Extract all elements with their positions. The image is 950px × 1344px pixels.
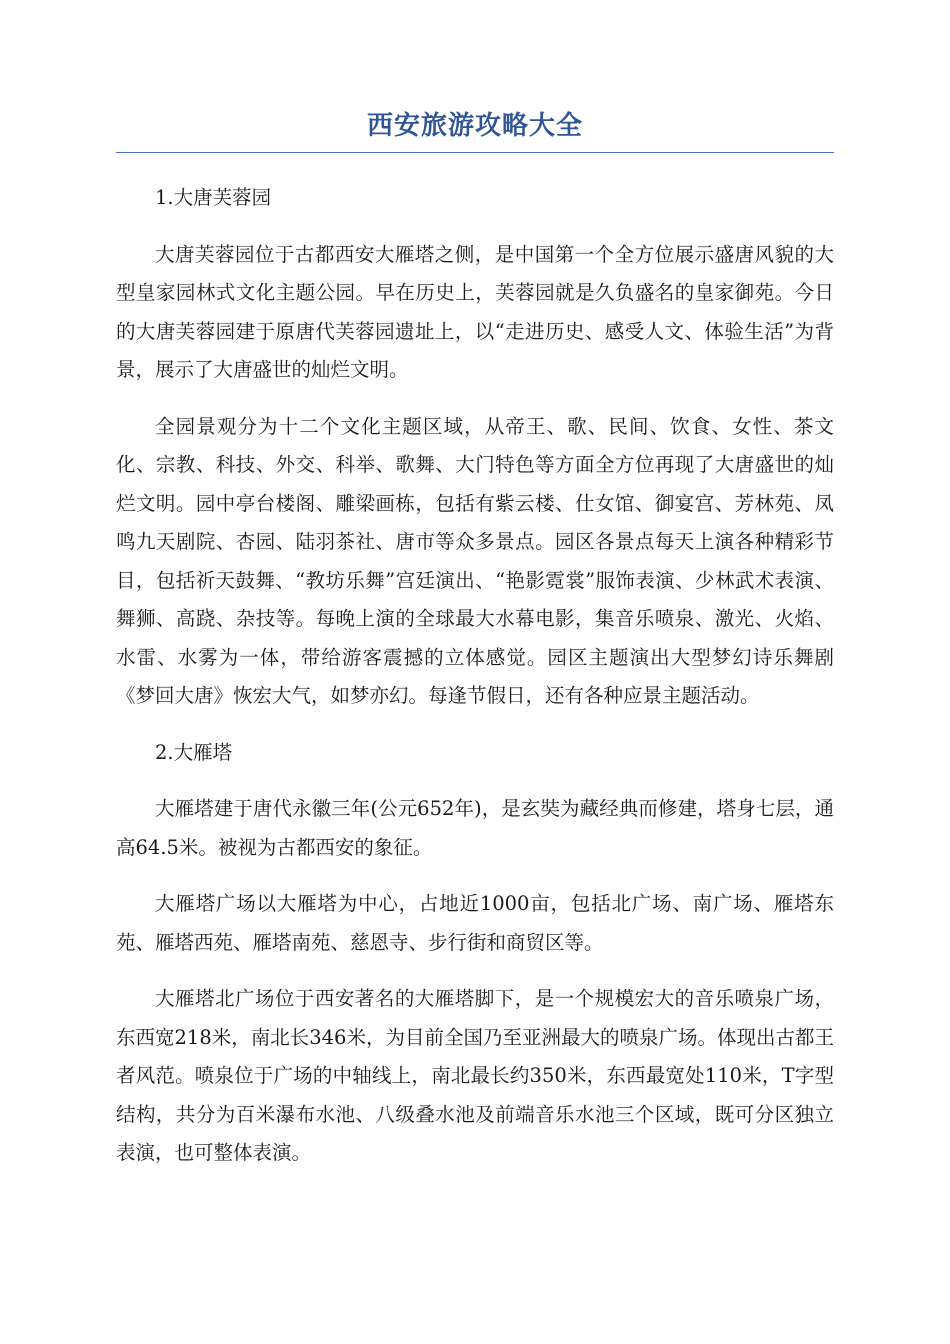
paragraph: 大雁塔北广场位于西安著名的大雁塔脚下，是一个规模宏大的音乐喷泉广场，东西宽218米，南北长346米，为目前全国乃至亚洲最大的喷泉广场。体现出古都王者风范。喷泉位于广场的中轴线上，南北最长约350米，东西最宽处110米，T字型结构，共分为百米瀑布水池、八级叠水池及前端音乐水池三个区域，既可分区独立表演，也可整体表演。 [116, 987, 834, 1164]
title-underline [116, 152, 834, 153]
paragraph: 大雁塔建于唐代永徽三年(公元652年)，是玄奘为藏经典而修建，塔身七层，通高64.5米。被视为古都西安的象征。 [116, 797, 834, 859]
document-page [116, 108, 834, 1191]
section-heading-datang-furong-yuan: 1.大唐芙蓉园 [155, 186, 272, 209]
paragraph: 大唐芙蓉园位于古都西安大雁塔之侧，是中国第一个全方位展示盛唐风貌的大型皇家园林式文化主题公园。早在历史上，芙蓉园就是久负盛名的皇家御苑。今日的大唐芙蓉园建于原唐代芙蓉园遗址上，以“走进历史、感受人文、体验生活”为背景，展示了大唐盛世的灿烂文明。 [116, 242, 834, 381]
paragraph: 大雁塔广场以大雁塔为中心，占地近1000亩，包括北广场、南广场、雁塔东苑、雁塔西苑、雁塔南苑、慈恩寺、步行街和商贸区等。 [116, 892, 834, 954]
paragraph: 全园景观分为十二个文化主题区域，从帝王、歌、民间、饮食、女性、茶文化、宗教、科技、外交、科举、歌舞、大门特色等方面全方位再现了大唐盛世的灿烂文明。园中亭台楼阁、雕梁画栋，包括有紫云楼、仕女馆、御宴宫、芳林苑、凤鸣九天剧院、杏园、陆羽茶社、唐市等众多景点。园区各景点每天上演各种精彩节目，包括祈天鼓舞、“教坊乐舞”宫廷演出、“艳影霓裳”服饰表演、少林武术表演、舞狮、高跷、杂技等。每晚上演的全球最大水幕电影，集音乐喷泉、激光、火焰、水雷、水雾为一体，带给游客震撼的立体感觉。园区主题演出大型梦幻诗乐舞剧《梦回大唐》恢宏大气，如梦亦幻。每逢节假日，还有各种应景主题活动。 [116, 414, 834, 707]
document-title: 西安旅游攻略大全 [366, 111, 583, 141]
section-heading-dayan-ta: 2.大雁塔 [155, 740, 233, 764]
